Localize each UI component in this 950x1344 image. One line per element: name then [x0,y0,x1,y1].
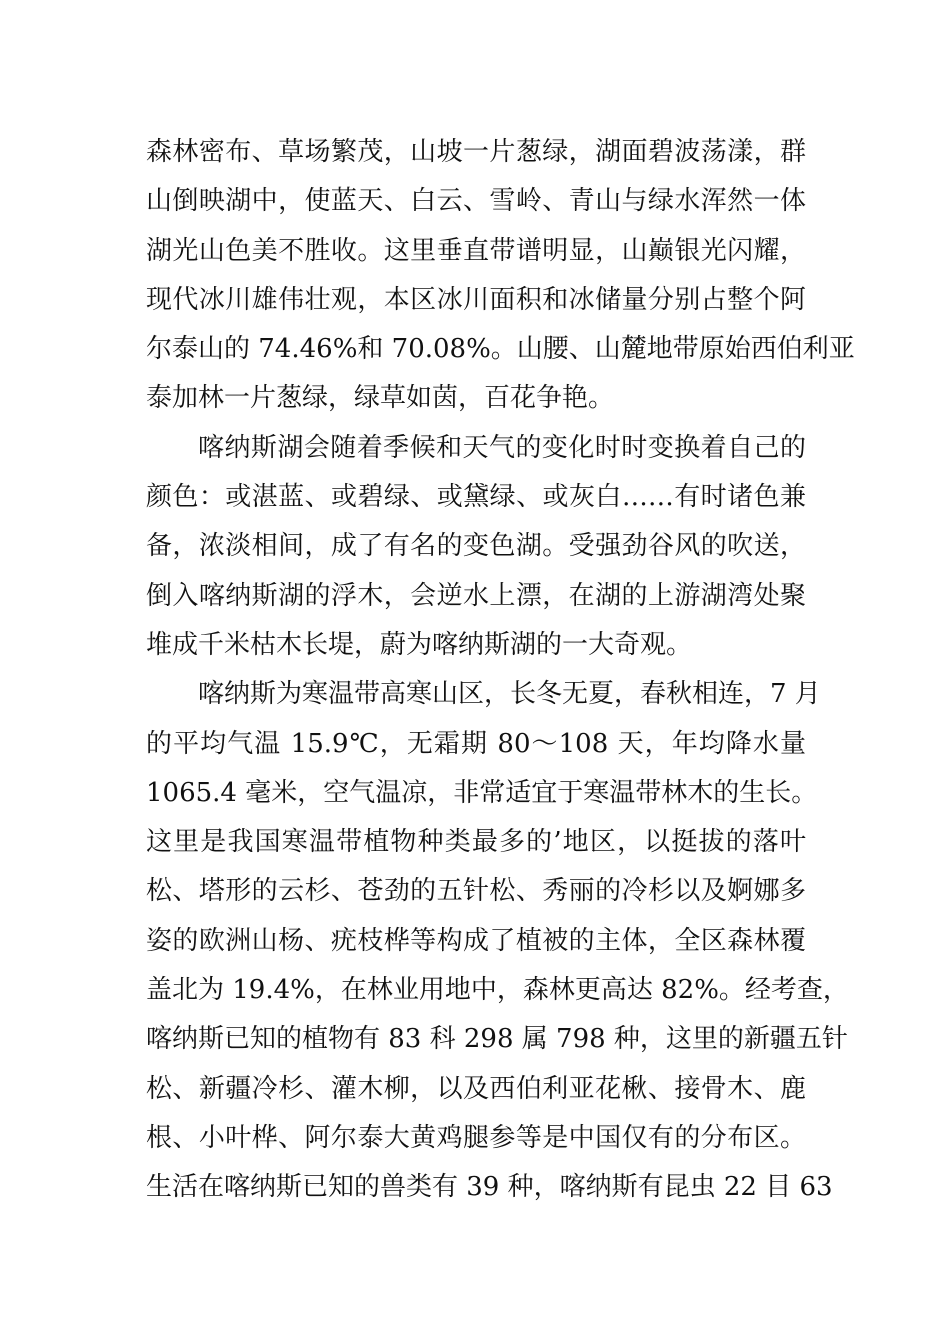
text-line: 山倒映湖中，使蓝天、白云、雪岭、青山与绿水浑然一体 [146,186,806,217]
text-line: 泰加林一片葱绿，绿草如茵，百花争艳。 [146,383,615,414]
text-line: 森林密布、草场繁茂，山坡一片葱绿，湖面碧波荡漾，群 [146,137,806,167]
text-line: 颜色：或湛蓝、或碧绿、或黛绿、或灰白……有时诸色兼 [146,482,806,513]
text-line: 松、塔形的云杉、苍劲的五针松、秀丽的冷杉以及婀娜多 [146,876,806,907]
text-line: 生活在喀纳斯已知的兽类有 39 种，喀纳斯有昆虫 22 目 63 [146,1172,833,1203]
text-line: 喀纳斯湖会随着季候和天气的变化时时变换着自己的 [198,432,806,463]
text-line: 喀纳斯为寒温带高寒山区，长冬无夏，春秋相连，7 月 [198,679,821,710]
text-line: 尔泰山的 74.46%和 70.08%。山腰、山麓地带原始西伯利亚 [146,334,855,365]
text-line: 姿的欧洲山杨、疣枝桦等构成了植被的主体，全区森林覆 [146,925,806,956]
text-line: 的平均气温 15.9℃，无霜期 80～108 天，年均降水量 [146,728,806,759]
text-line: 这里是我国寒温带植物种类最多的’地区，以挺拔的落叶 [146,827,806,858]
text-line: 喀纳斯已知的植物有 83 科 298 属 798 种，这里的新疆五针 [146,1024,848,1055]
text-line: 堆成千米枯木长堤，蔚为喀纳斯湖的一大奇观。 [146,629,693,660]
text-line: 现代冰川雄伟壮观，本区冰川面积和冰储量分别占整个阿 [146,284,806,315]
text-line: 湖光山色美不胜收。这里垂直带谱明显，山巅银光闪耀， [146,235,806,266]
text-line: 备，浓淡相间，成了有名的变色湖。受强劲谷风的吹送， [146,531,806,562]
text-line: 1065.4 毫米，空气温凉，非常适宜于寒温带林木的生长。 [146,777,818,808]
text-line: 倒入喀纳斯湖的浮木，会逆水上漂，在湖的上游湖湾处聚 [146,580,806,611]
text-line: 根、小叶桦、阿尔泰大黄鸡腿参等是中国仅有的分布区。 [146,1122,806,1153]
text-line: 松、新疆冷杉、灌木柳，以及西伯利亚花楸、接骨木、鹿 [146,1073,806,1104]
body-text [146,128,855,1213]
text-line: 盖北为 19.4%，在林业用地中，森林更高达 82%。经考查， [146,975,849,1006]
